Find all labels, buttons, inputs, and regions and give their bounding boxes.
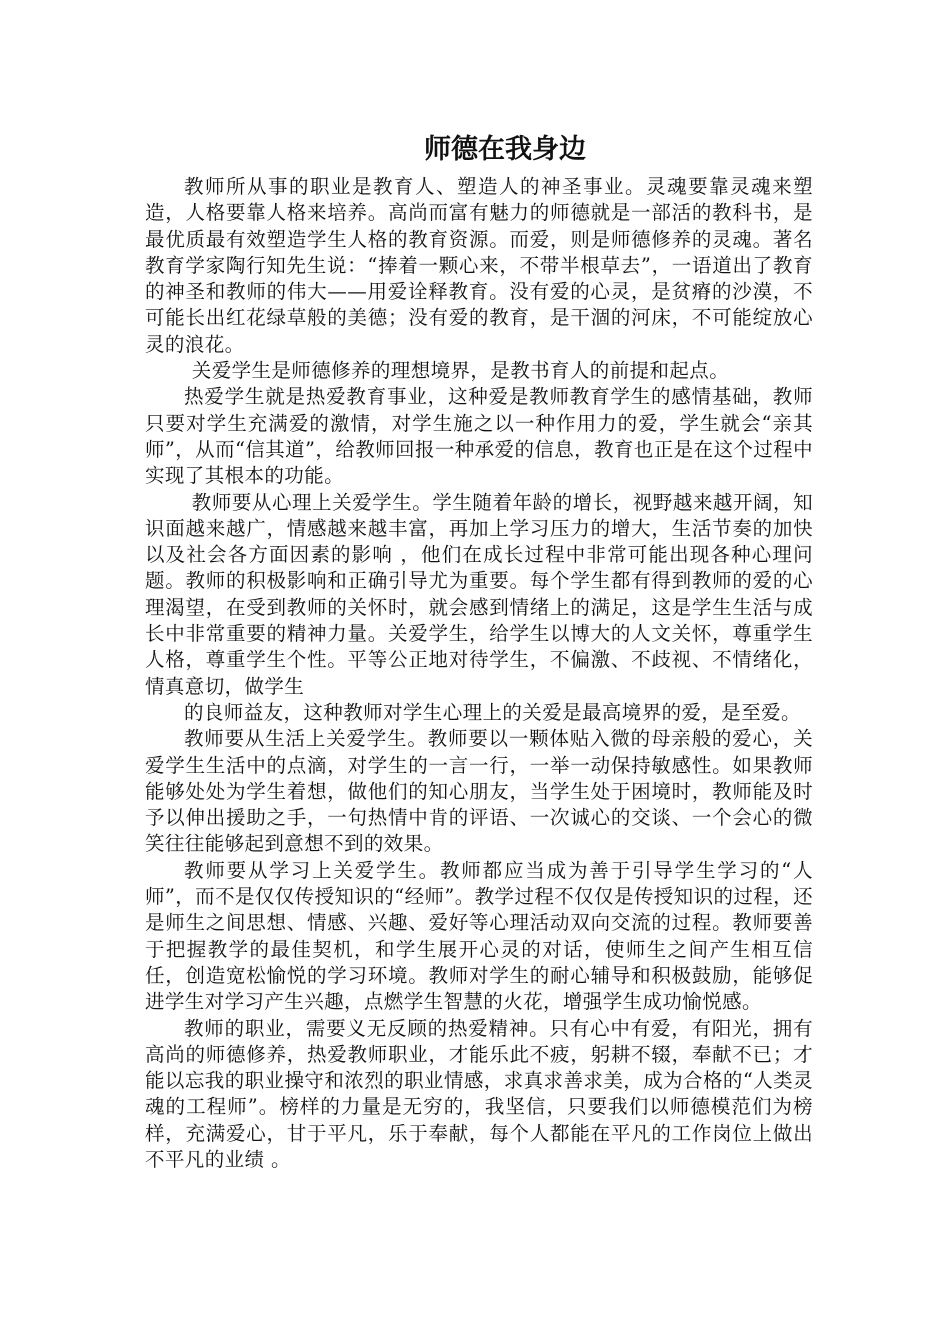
document-title: 师德在我身边 <box>424 134 586 165</box>
paragraph-psychological-care: 教师要从心理上关爱学生。学生随着年龄的增长，视野越来越开阔，知识面越来越广，情感越来越丰富，再加上学习压力的增大，生活节奏的加快以及社会各方面因素的影响 ，他们在成长过程中非常可能出现各种心理问题。教师的积极影响和正确引导尤为重要。每个学生都有得到教师的爱的心理渴望，在受到教师的关怀时，就会感到情绪上的满足，这是学生生活与成长中非常重要的精神力量。关爱学生，给学生以博大的人文关怀，尊重学生人格，尊重学生个性。平等公正地对待学生，不偏激、不歧视、不情绪化，情真意切，做学生 <box>145 490 813 698</box>
paragraph-conclusion: 教师的职业，需要义无反顾的热爱精神。只有心中有爱，有阳光，拥有高尚的师德修养，热爱教师职业，才能乐此不疲，躬耕不辍，奉献不已；才能以忘我的职业操守和浓烈的职业情感，求真求善求美，成为合格的“人类灵魂的工程师”。榜样的力量是无穷的，我坚信，只要我们以师德模范们为榜样，充满爱心，甘于平凡，乐于奉献，每个人都能在平凡的工作岗位上做出不平凡的业绩 。 <box>145 1016 813 1171</box>
paragraph-intro: 教师所从事的职业是教育人、塑造人的神圣事业。灵魂要靠灵魂来塑造，人格要靠人格来培养。高尚而富有魅力的师德就是一部活的教科书，是最优质最有效塑造学生人格的教育资源。而爱，则是师德修养的灵魂。著名教育学家陶行知先生说：“捧着一颗心来，不带半根草去”，一语道出了教育的神圣和教师的伟大——用爱诠释教育。没有爱的心灵，是贫瘠的沙漠，不可能长出红花绿草般的美德；没有爱的教育，是干涸的河床，不可能绽放心灵的浪花。 <box>145 175 813 356</box>
paragraph-life-care: 教师要从生活上关爱学生。教师要以一颗体贴入微的母亲般的爱心，关爱学生生活中的点滴，对学生的一言一行，一举一动保持敏感性。如果教师能够处处为学生着想，做他们的知心朋友，当学生处于困境时，教师能及时予以伸出援助之手，一句热情中肯的评语、一次诚心的交谈、一个会心的微笑往往能够起到意想不到的效果。 <box>145 727 813 856</box>
paragraph-study-care: 教师要从学习上关爱学生。教师都应当成为善于引导学生学习的“人师”，而不是仅仅传授知识的“经师”。教学过程不仅仅是传授知识的过程，还是师生之间思想、情感、兴趣、爱好等心理活动双向交流的过程。教师要善于把握教学的最佳契机，和学生展开心灵的对话，使师生之间产生相互信任，创造宽松愉悦的学习环境。教师对学生的耐心辅导和积极鼓励，能够促进学生对学习产生兴趣，点燃学生智慧的火花，增强学生成功愉悦感。 <box>145 858 813 1014</box>
paragraph-love-education: 热爱学生就是热爱教育事业，这种爱是教师教育学生的感情基础，教师只要对学生充满爱的激情，对学生施之以一种作用力的爱，学生就会“亲其师”，从而“信其道”，给教师回报一种承爱的信息，教育也正是在这个过程中实现了其根本的功能。 <box>145 385 813 488</box>
document-body <box>145 174 813 1173</box>
paragraph-psychological-care-cont: 的良师益友，这种教师对学生心理上的关爱是最高境界的爱，是至爱。 <box>184 700 801 724</box>
paragraph-care-students: 关爱学生是师德修养的理想境界，是教书育人的前提和起点。 <box>191 359 730 383</box>
